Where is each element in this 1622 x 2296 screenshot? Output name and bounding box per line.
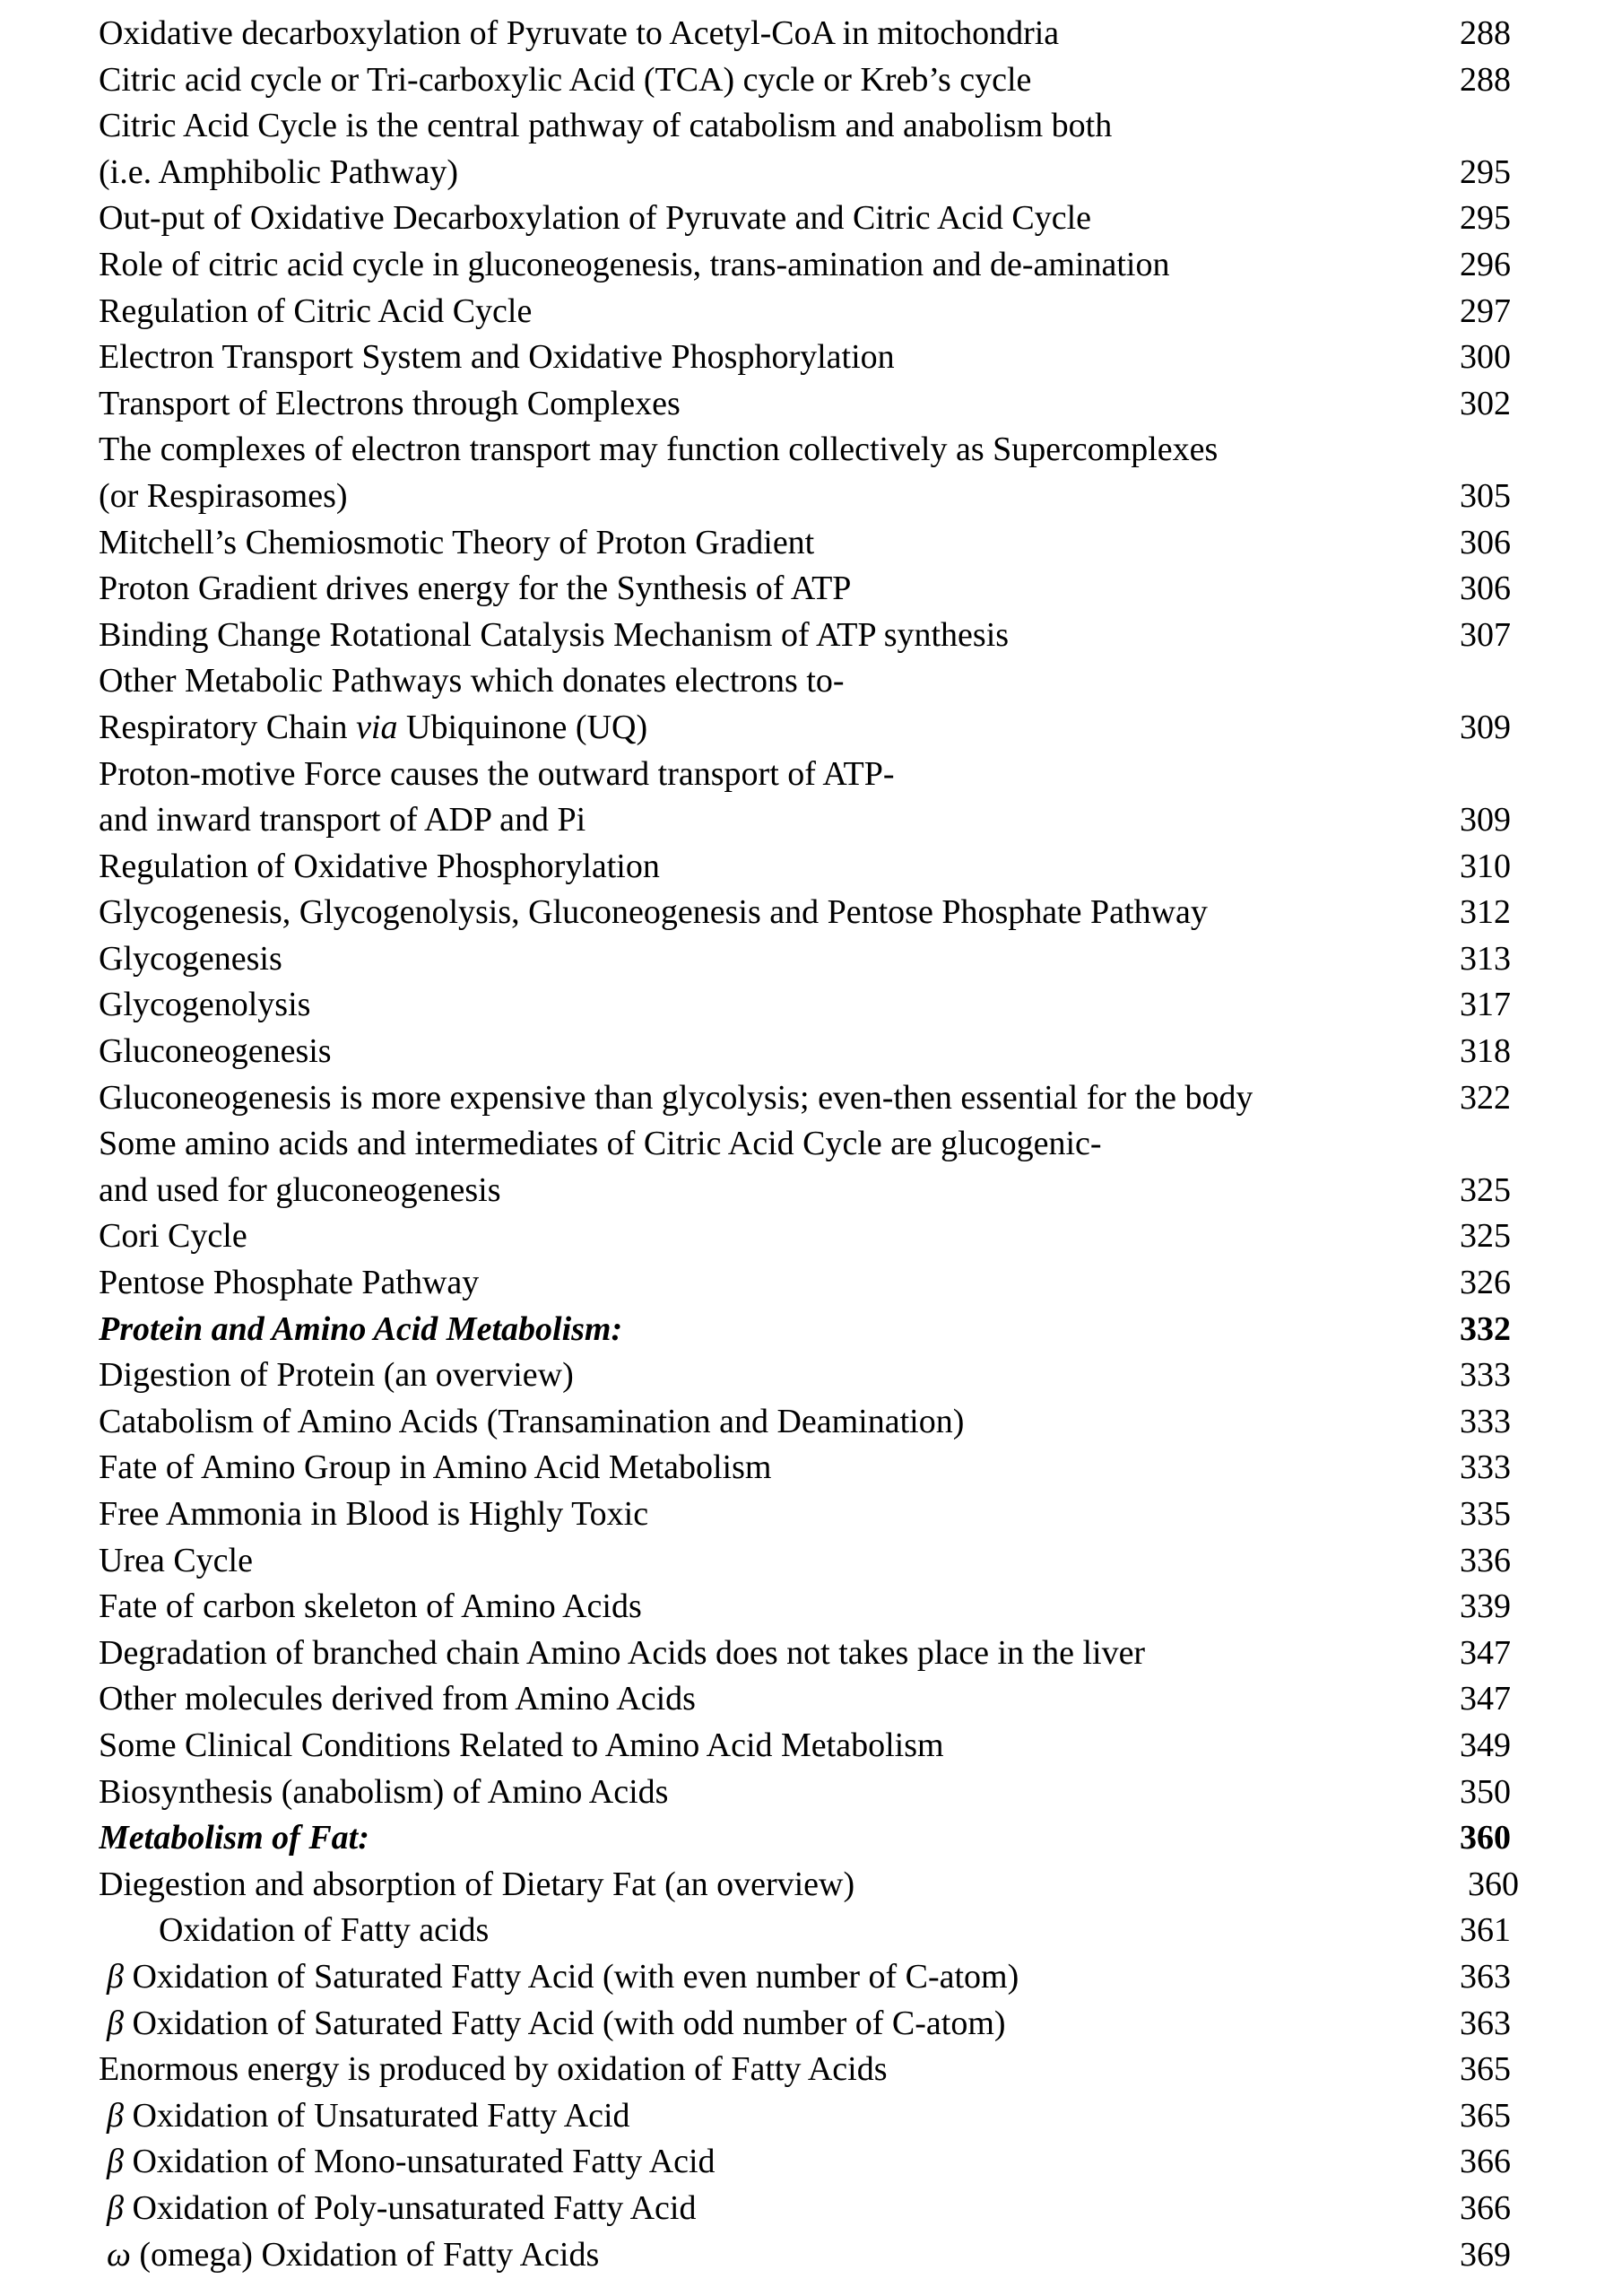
toc-entry-title: (i.e. Amphibolic Pathway) <box>99 152 459 191</box>
toc-entry-page: 317 <box>1460 986 1511 1024</box>
toc-entry-title: Citric Acid Cycle is the central pathway of catabolism and anabolism both <box>99 107 1113 145</box>
toc-row <box>99 1445 1511 1492</box>
toc-row <box>99 1168 1511 1214</box>
toc-entry-page: 361 <box>1460 1911 1511 1950</box>
toc-entry-page: 339 <box>1460 1587 1511 1626</box>
toc-entry-page: 332 <box>1460 1309 1511 1348</box>
toc-entry-title: Some Clinical Conditions Related to Amino Acid Metabolism <box>99 1726 944 1764</box>
toc-entry-page: 347 <box>1460 1680 1511 1718</box>
toc-entry-page: 326 <box>1460 1264 1511 1302</box>
toc-entry-page: 366 <box>1460 2188 1511 2227</box>
toc-entry-page: 333 <box>1460 1356 1511 1395</box>
toc-entry-page: 306 <box>1460 523 1511 561</box>
toc-row <box>99 1954 1511 2001</box>
toc-row <box>99 1770 1511 1816</box>
toc-entry-page: 288 <box>1460 60 1511 99</box>
toc-entry-title <box>99 2093 630 2140</box>
toc-entry-title-part: Oxidation of Mono-unsaturated Fatty Acid <box>132 2143 716 2181</box>
toc-row <box>99 1908 1511 1954</box>
toc-row <box>99 150 1511 196</box>
toc-entry-title: Mitchell’s Chemiosmotic Theory of Proton Gradient <box>99 523 815 561</box>
toc-section-title: Protein and Amino Acid Metabolism: <box>99 1309 623 1348</box>
toc-entry-page: 295 <box>1460 199 1511 238</box>
toc-row <box>99 1862 1519 1909</box>
toc-entry-title-italic-part: β <box>107 2004 133 2042</box>
toc-row <box>99 103 1511 150</box>
toc-row <box>99 1352 1511 1399</box>
toc-entry-page: 318 <box>1460 1032 1511 1071</box>
toc-entry-title: Proton Gradient drives energy for the Synthesis of ATP <box>99 570 852 608</box>
toc-entry-title-part: Respiratory Chain <box>99 708 357 746</box>
toc-row <box>99 1723 1511 1770</box>
toc-entry-title: Cori Cycle <box>99 1217 247 1256</box>
toc-entry-page: 347 <box>1460 1633 1511 1672</box>
toc-row <box>99 982 1511 1029</box>
toc-entry-title: Citric acid cycle or Tri-carboxylic Acid (TCA) cycle or Kreb’s cycle <box>99 60 1032 99</box>
toc-entry-title <box>99 705 647 752</box>
toc-entry-title: Diegestion and absorption of Dietary Fat (an overview) <box>99 1865 855 1903</box>
toc-entry-title-italic-part: β <box>107 2188 133 2227</box>
toc-entry-title: Oxidative decarboxylation of Pyruvate to Acetyl-CoA in mitochondria <box>99 14 1060 52</box>
toc-entry-page: 310 <box>1460 847 1511 885</box>
toc-entry-page: 295 <box>1460 152 1511 191</box>
toc-row <box>99 1213 1511 1260</box>
toc-row <box>99 890 1511 936</box>
toc-entry-title-italic-part: β <box>107 1957 133 1996</box>
toc-row <box>99 1584 1511 1631</box>
toc-row <box>99 2139 1511 2186</box>
toc-entry-title <box>99 2001 1006 2048</box>
toc-row <box>99 1815 1511 1862</box>
toc-row <box>99 1399 1511 1446</box>
toc-row <box>99 2047 1511 2093</box>
toc-entry-title: Role of citric acid cycle in gluconeogenesis, trans-amination and de-amination <box>99 245 1170 283</box>
toc-row <box>99 474 1511 520</box>
toc-entry-title: Transport of Electrons through Complexes <box>99 384 681 422</box>
toc-entry-page: 305 <box>1460 476 1511 515</box>
toc-entry-page: 350 <box>1460 1772 1511 1811</box>
toc-entry-page: 333 <box>1460 1448 1511 1487</box>
toc-entry-title: Digestion of Protein (an overview) <box>99 1356 574 1395</box>
toc-entry-title: Urea Cycle <box>99 1541 253 1579</box>
toc-entry-page: 360 <box>1460 1819 1511 1857</box>
toc-entry-page: 349 <box>1460 1726 1511 1764</box>
toc-entry-title: Oxidation of Fatty acids <box>159 1911 490 1950</box>
toc-entry-page: 325 <box>1460 1170 1511 1209</box>
toc-entry-title-part: (omega) Oxidation of Fatty Acids <box>139 2235 600 2274</box>
toc-entry-page: 325 <box>1460 1217 1511 1256</box>
toc-entry-page: 306 <box>1460 570 1511 608</box>
toc-entry-title: The complexes of electron transport may function collectively as Supercomplexes <box>99 430 1219 469</box>
toc-entry-title: Degradation of branched chain Amino Acids does not takes place in the liver <box>99 1633 1146 1672</box>
toc-entry-page: 369 <box>1460 2235 1511 2274</box>
toc-entry-title: and used for gluconeogenesis <box>99 1170 501 1209</box>
toc-entry-title <box>99 2186 696 2232</box>
toc-entry-title-part: Oxidation of Unsaturated Fatty Acid <box>132 2096 630 2135</box>
toc-entry-title: Pentose Phosphate Pathway <box>99 1264 480 1302</box>
toc-entry-title: Fate of carbon skeleton of Amino Acids <box>99 1587 642 1626</box>
toc-row <box>99 1676 1511 1723</box>
toc-entry-title <box>99 1954 1019 2001</box>
toc-entry-title: Enormous energy is produced by oxidation of Fatty Acids <box>99 2050 888 2089</box>
toc-row <box>99 2186 1511 2232</box>
toc-entry-page: 336 <box>1460 1541 1511 1579</box>
toc-section-title: Metabolism of Fat: <box>99 1819 369 1857</box>
toc-entry-title: Free Ammonia in Blood is Highly Toxic <box>99 1495 649 1533</box>
toc-list <box>99 11 1519 2278</box>
toc-row <box>99 289 1511 335</box>
toc-entry-title <box>99 2139 716 2186</box>
toc-entry-title: Proton-motive Force causes the outward transport of ATP- <box>99 754 895 793</box>
toc-entry-title: Glycogenesis, Glycogenolysis, Gluconeogenesis and Pentose Phosphate Pathway <box>99 893 1208 932</box>
toc-entry-page: 335 <box>1460 1495 1511 1533</box>
toc-row <box>99 1029 1511 1075</box>
toc-entry-title-italic-part: via <box>356 708 398 746</box>
toc-entry-page: 312 <box>1460 893 1511 932</box>
toc-entry-title: Biosynthesis (anabolism) of Amino Acids <box>99 1772 669 1811</box>
toc-row <box>99 1260 1511 1307</box>
toc-entry-page: 366 <box>1460 2143 1511 2181</box>
toc-entry-title: Other Metabolic Pathways which donates electrons to- <box>99 662 845 700</box>
toc-row <box>99 1121 1511 1168</box>
toc-entry-title <box>99 2232 599 2279</box>
toc-row <box>99 1307 1511 1353</box>
toc-row <box>99 1075 1511 1122</box>
toc-row <box>99 11 1511 57</box>
toc-row <box>99 427 1511 474</box>
toc-entry-title: Out-put of Oxidative Decarboxylation of Pyruvate and Citric Acid Cycle <box>99 199 1091 238</box>
toc-entry-page: 360 <box>1468 1865 1519 1903</box>
toc-entry-page: 365 <box>1460 2096 1511 2135</box>
toc-entry-title-part: Oxidation of Poly-unsaturated Fatty Acid <box>132 2188 697 2227</box>
toc-entry-page: 296 <box>1460 245 1511 283</box>
toc-row <box>99 2232 1511 2279</box>
toc-entry-title: Catabolism of Amino Acids (Transamination and Deamination) <box>99 1402 965 1440</box>
toc-entry-page: 300 <box>1460 338 1511 377</box>
toc-row <box>99 57 1511 104</box>
toc-entry-page: 313 <box>1460 939 1511 978</box>
toc-entry-title-part: Ubiquinone (UQ) <box>397 708 648 746</box>
toc-entry-title-italic-part: ω <box>107 2235 140 2274</box>
toc-row <box>99 381 1511 428</box>
toc-entry-page: 288 <box>1460 14 1511 52</box>
toc-entry-title: Other molecules derived from Amino Acids <box>99 1680 696 1718</box>
toc-entry-title: and inward transport of ADP and Pi <box>99 801 586 839</box>
toc-entry-title: Regulation of Citric Acid Cycle <box>99 291 533 330</box>
toc-row <box>99 2001 1511 2048</box>
toc-row <box>99 242 1511 289</box>
toc-entry-title: Some amino acids and intermediates of Citric Acid Cycle are glucogenic- <box>99 1125 1102 1163</box>
toc-row <box>99 2093 1511 2140</box>
toc-row <box>99 1492 1511 1538</box>
toc-row <box>99 335 1511 381</box>
toc-row <box>99 1631 1511 1677</box>
toc-row <box>99 1538 1511 1585</box>
toc-row <box>99 196 1511 242</box>
toc-entry-title-italic-part: β <box>107 2143 133 2181</box>
toc-entry-page: 365 <box>1460 2050 1511 2089</box>
toc-entry-title: Regulation of Oxidative Phosphorylation <box>99 847 660 885</box>
toc-entry-title: Gluconeogenesis is more expensive than glycolysis; even-then essential for the body <box>99 1078 1253 1117</box>
toc-entry-page: 302 <box>1460 384 1511 422</box>
toc-entry-title: Fate of Amino Group in Amino Acid Metabolism <box>99 1448 772 1487</box>
toc-row <box>99 797 1511 844</box>
toc-entry-title: (or Respirasomes) <box>99 476 348 515</box>
toc-entry-title: Gluconeogenesis <box>99 1032 332 1071</box>
toc-row <box>99 844 1511 891</box>
toc-row <box>99 705 1511 752</box>
toc-entry-page: 309 <box>1460 708 1511 746</box>
toc-row <box>99 752 1511 798</box>
toc-entry-title-part: Oxidation of Saturated Fatty Acid (with even number of C-atom) <box>132 1957 1019 1996</box>
toc-entry-title: Glycogenesis <box>99 939 282 978</box>
toc-row <box>99 566 1511 613</box>
toc-entry-title: Electron Transport System and Oxidative Phosphorylation <box>99 338 895 377</box>
toc-entry-page: 363 <box>1460 1957 1511 1996</box>
toc-entry-title-part: Oxidation of Saturated Fatty Acid (with odd number of C-atom) <box>132 2004 1006 2042</box>
toc-row <box>99 613 1511 659</box>
toc-entry-title-italic-part: β <box>107 2096 133 2135</box>
toc-entry-page: 363 <box>1460 2004 1511 2042</box>
toc-row <box>99 936 1511 983</box>
toc-entry-page: 322 <box>1460 1078 1511 1117</box>
toc-row <box>99 658 1511 705</box>
toc-entry-page: 309 <box>1460 801 1511 839</box>
toc-entry-title: Glycogenolysis <box>99 986 311 1024</box>
toc-entry-title: Binding Change Rotational Catalysis Mechanism of ATP synthesis <box>99 615 1010 654</box>
toc-entry-page: 333 <box>1460 1402 1511 1440</box>
toc-entry-page: 307 <box>1460 615 1511 654</box>
toc-entry-page: 297 <box>1460 291 1511 330</box>
toc-row <box>99 520 1511 567</box>
